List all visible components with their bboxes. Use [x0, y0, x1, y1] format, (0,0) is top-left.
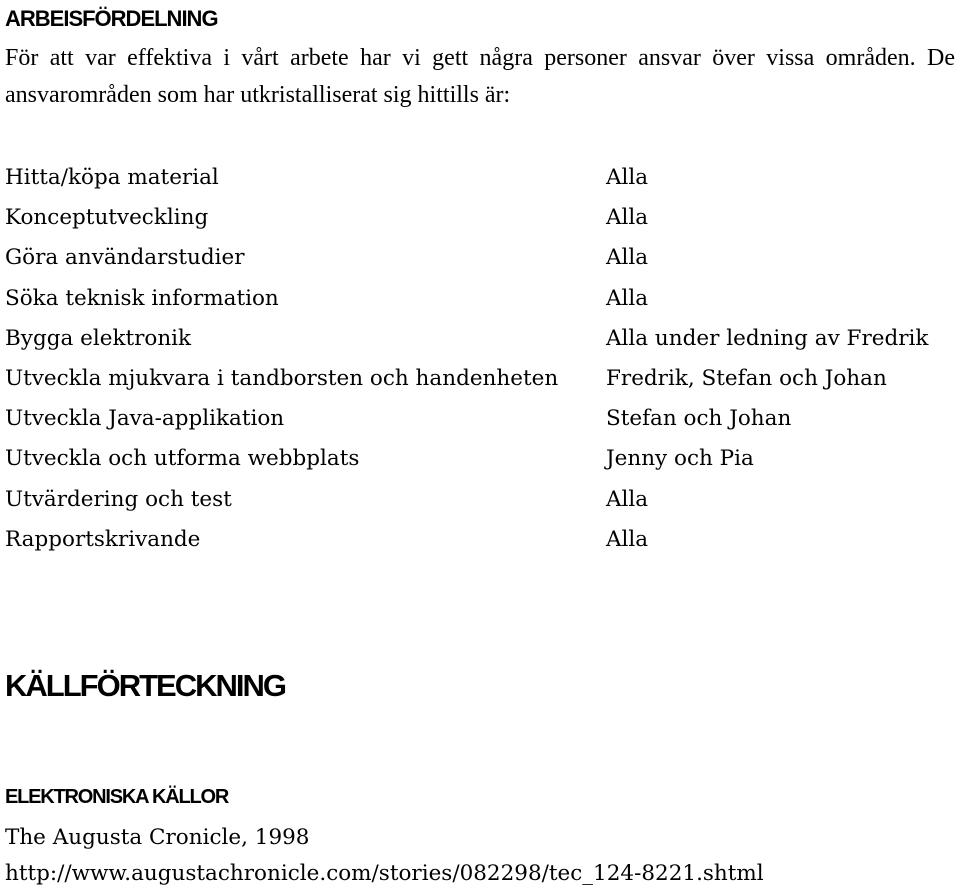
responsibility-owner: Alla: [606, 285, 649, 311]
subheading-elektroniska-kallor: ELEKTRONISKA KÄLLOR: [5, 786, 229, 808]
responsibility-list: [5, 158, 960, 560]
responsibility-task: Utveckla och utforma webbplats: [5, 446, 360, 472]
section-heading-kallforteckning: KÄLLFÖRTECKNING: [5, 668, 285, 703]
responsibility-owner: Jenny och Pia: [606, 446, 754, 472]
source-entry: [5, 820, 764, 892]
responsibility-task: Utvärdering och test: [5, 486, 232, 512]
responsibility-owner: Alla: [606, 526, 649, 552]
responsibility-row: [5, 480, 960, 520]
responsibility-owner: Fredrik, Stefan och Johan: [606, 365, 887, 391]
responsibility-owner: Stefan och Johan: [606, 406, 792, 432]
responsibility-task: Bygga elektronik: [5, 325, 192, 351]
responsibility-owner: Alla: [606, 486, 649, 512]
responsibility-task: Göra användarstudier: [5, 245, 245, 271]
responsibility-row: [5, 319, 960, 359]
responsibility-row: [5, 359, 960, 399]
responsibility-owner: Alla: [606, 245, 649, 271]
responsibility-row: [5, 198, 960, 238]
responsibility-owner: Alla: [606, 165, 649, 190]
responsibility-row: [5, 520, 960, 560]
responsibility-task: Söka teknisk information: [5, 285, 279, 311]
responsibility-task: Rapportskrivande: [5, 526, 201, 552]
responsibility-task: Utveckla mjukvara i tandborsten och handenheten: [5, 365, 559, 391]
responsibility-row: [5, 399, 960, 439]
responsibility-owner: Alla: [606, 205, 649, 231]
source-title: The Augusta Cronicle, 1998: [5, 825, 310, 850]
responsibility-task: Hitta/köpa material: [5, 165, 219, 190]
responsibility-row: [5, 279, 960, 319]
source-url: http://www.augustachronicle.com/stories/082298/tec_124-8221.shtml: [5, 861, 764, 886]
responsibility-row: [5, 158, 960, 198]
responsibility-owner: Alla under ledning av Fredrik: [606, 325, 929, 351]
document-page: [5, 0, 955, 895]
section-heading-arbetsfordelning: ARBEISFÖRDELNING: [5, 6, 218, 31]
intro-paragraph: För att var effektiva i vårt arbete har vi gett några personer ansvar över vissa områden. De ansvarområden som har utkristalliserat sig hittills är:: [5, 45, 955, 108]
responsibility-task: Utveckla Java-applikation: [5, 406, 285, 432]
responsibility-task: Konceptutveckling: [5, 205, 209, 231]
responsibility-row: [5, 238, 960, 278]
responsibility-row: [5, 439, 960, 479]
